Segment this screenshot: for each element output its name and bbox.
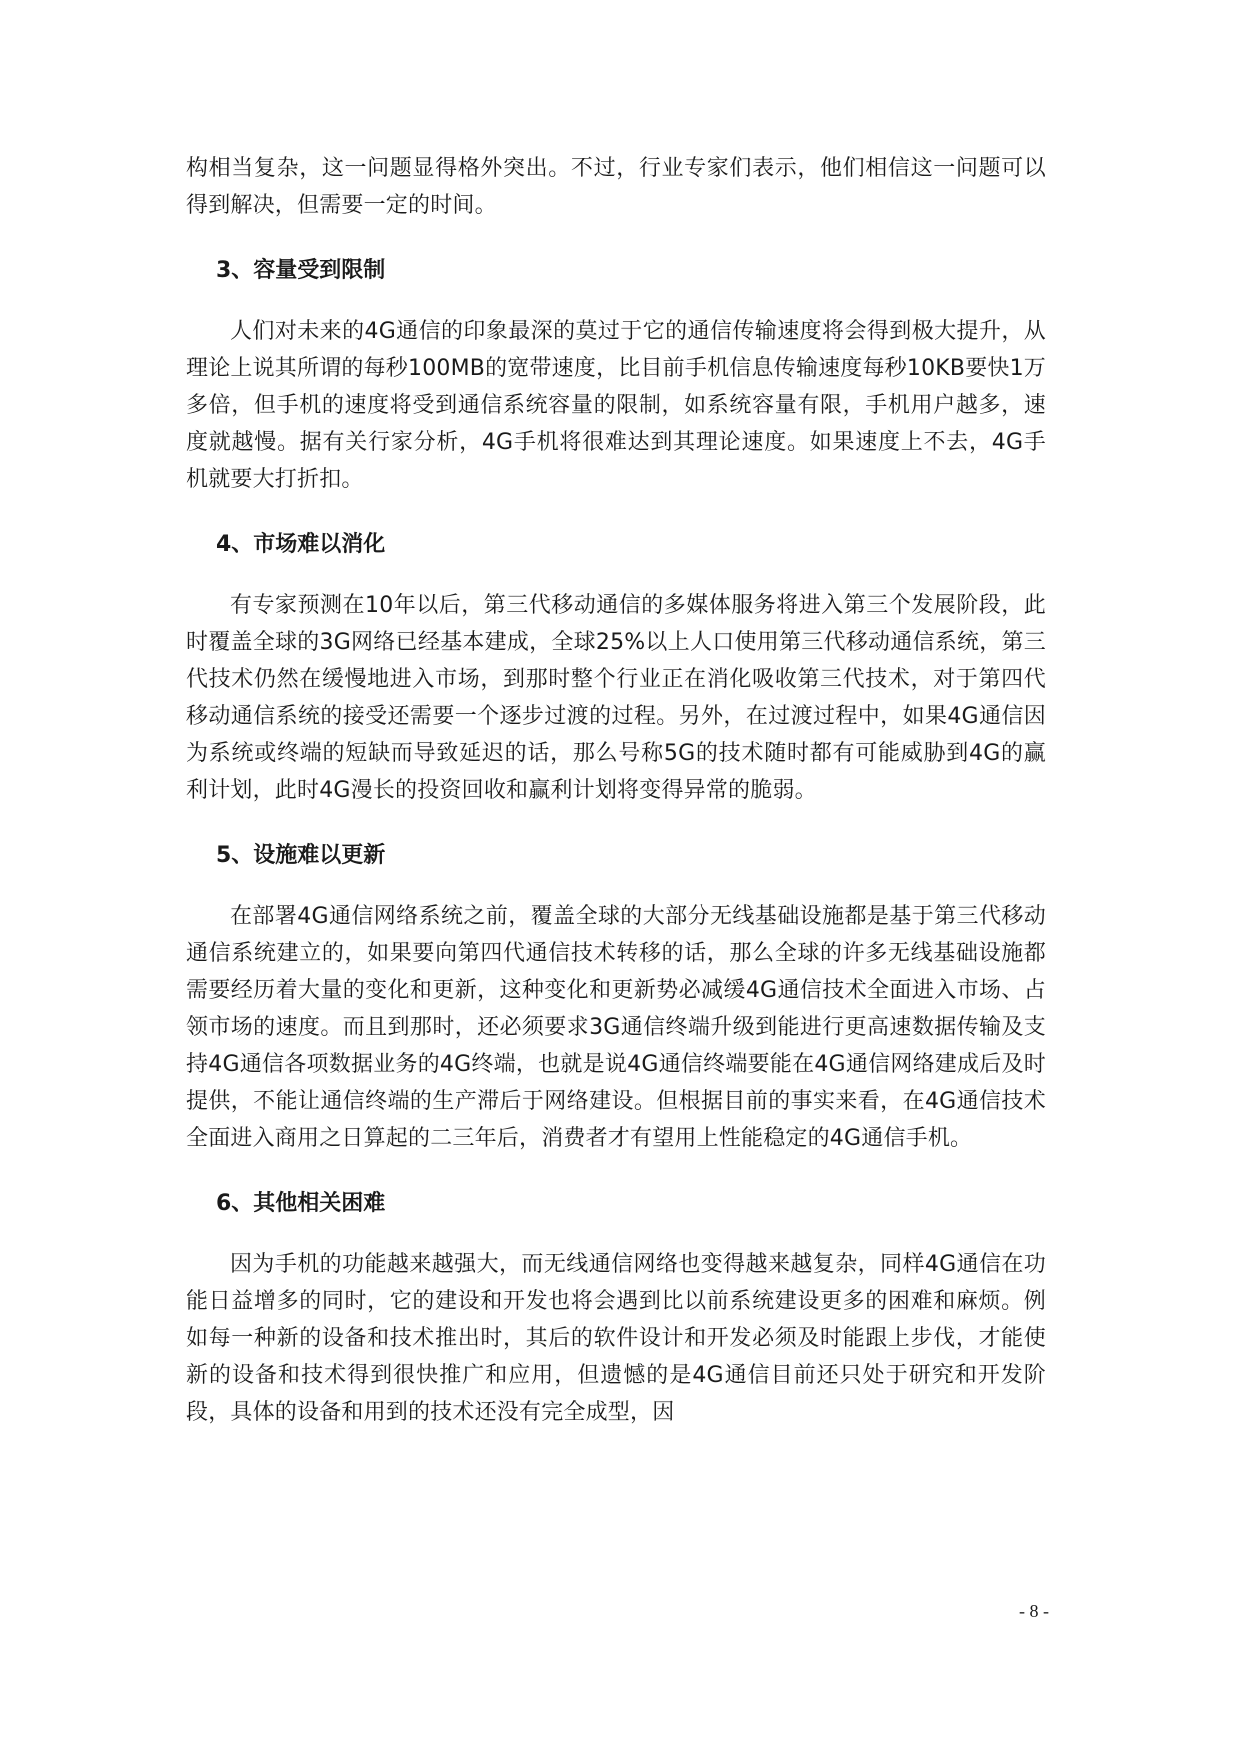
section-heading-4: 4、市场难以消化 [216,532,386,557]
section-heading-6: 6、其他相关困难 [216,1191,386,1216]
section-paragraph-3: 人们对未来的4G通信的印象最深的莫过于它的通信传输速度将会得到极大提升，从理论上说其所谓的每秒100MB的宽带速度，比目前手机信息传输速度每秒10KB要快1万多倍，但手机的速度将受到通信系统容量的限制，如系统容量有限，手机用户越多，速度就越慢。据有关行家分析，4G手机将很难达到其理论速度。如果速度上不去，4G手机就要大打折扣。 [186,319,1046,492]
section-paragraph-4: 有专家预测在10年以后，第三代移动通信的多媒体服务将进入第三个发展阶段，此时覆盖全球的3G网络已经基本建成，全球25%以上人口使用第三代移动通信系统，第三代技术仍然在缓慢地进入市场，到那时整个行业正在消化吸收第三代技术，对于第四代移动通信系统的接受还需要一个逐步过渡的过程。另外，在过渡过程中，如果4G通信因为系统或终端的短缺而导致延迟的话，那么号称5G的技术随时都有可能威胁到4G的赢利计划，此时4G漫长的投资回收和赢利计划将变得异常的脆弱。 [186,593,1046,803]
intro-paragraph: 构相当复杂，这一问题显得格外突出。不过，行业专家们表示，他们相信这一问题可以得到解决，但需要一定的时间。 [186,156,1046,218]
document-body [186,150,1046,1431]
section-paragraph-6: 因为手机的功能越来越强大，而无线通信网络也变得越来越复杂，同样4G通信在功能日益增多的同时，它的建设和开发也将会遇到比以前系统建设更多的困难和麻烦。例如每一种新的设备和技术推出时，其后的软件设计和开发必须及时能跟上步伐，才能使新的设备和技术得到很快推广和应用，但遗憾的是4G通信目前还只处于研究和开发阶段，具体的设备和用到的技术还没有完全成型，因 [186,1252,1046,1425]
section-heading-3: 3、容量受到限制 [216,258,386,283]
page-number: - 8 - [1019,1601,1049,1621]
section-paragraph-5: 在部署4G通信网络系统之前，覆盖全球的大部分无线基础设施都是基于第三代移动通信系统建立的，如果要向第四代通信技术转移的话，那么全球的许多无线基础设施都需要经历着大量的变化和更新，这种变化和更新势必减缓4G通信技术全面进入市场、占领市场的速度。而且到那时，还必须要求3G通信终端升级到能进行更高速数据传输及支持4G通信各项数据业务的4G终端，也就是说4G通信终端要能在4G通信网络建成后及时提供，不能让通信终端的生产滞后于网络建设。但根据目前的事实来看，在4G通信技术全面进入商用之日算起的二三年后，消费者才有望用上性能稳定的4G通信手机。 [186,904,1046,1151]
section-heading-5: 5、设施难以更新 [216,843,386,868]
